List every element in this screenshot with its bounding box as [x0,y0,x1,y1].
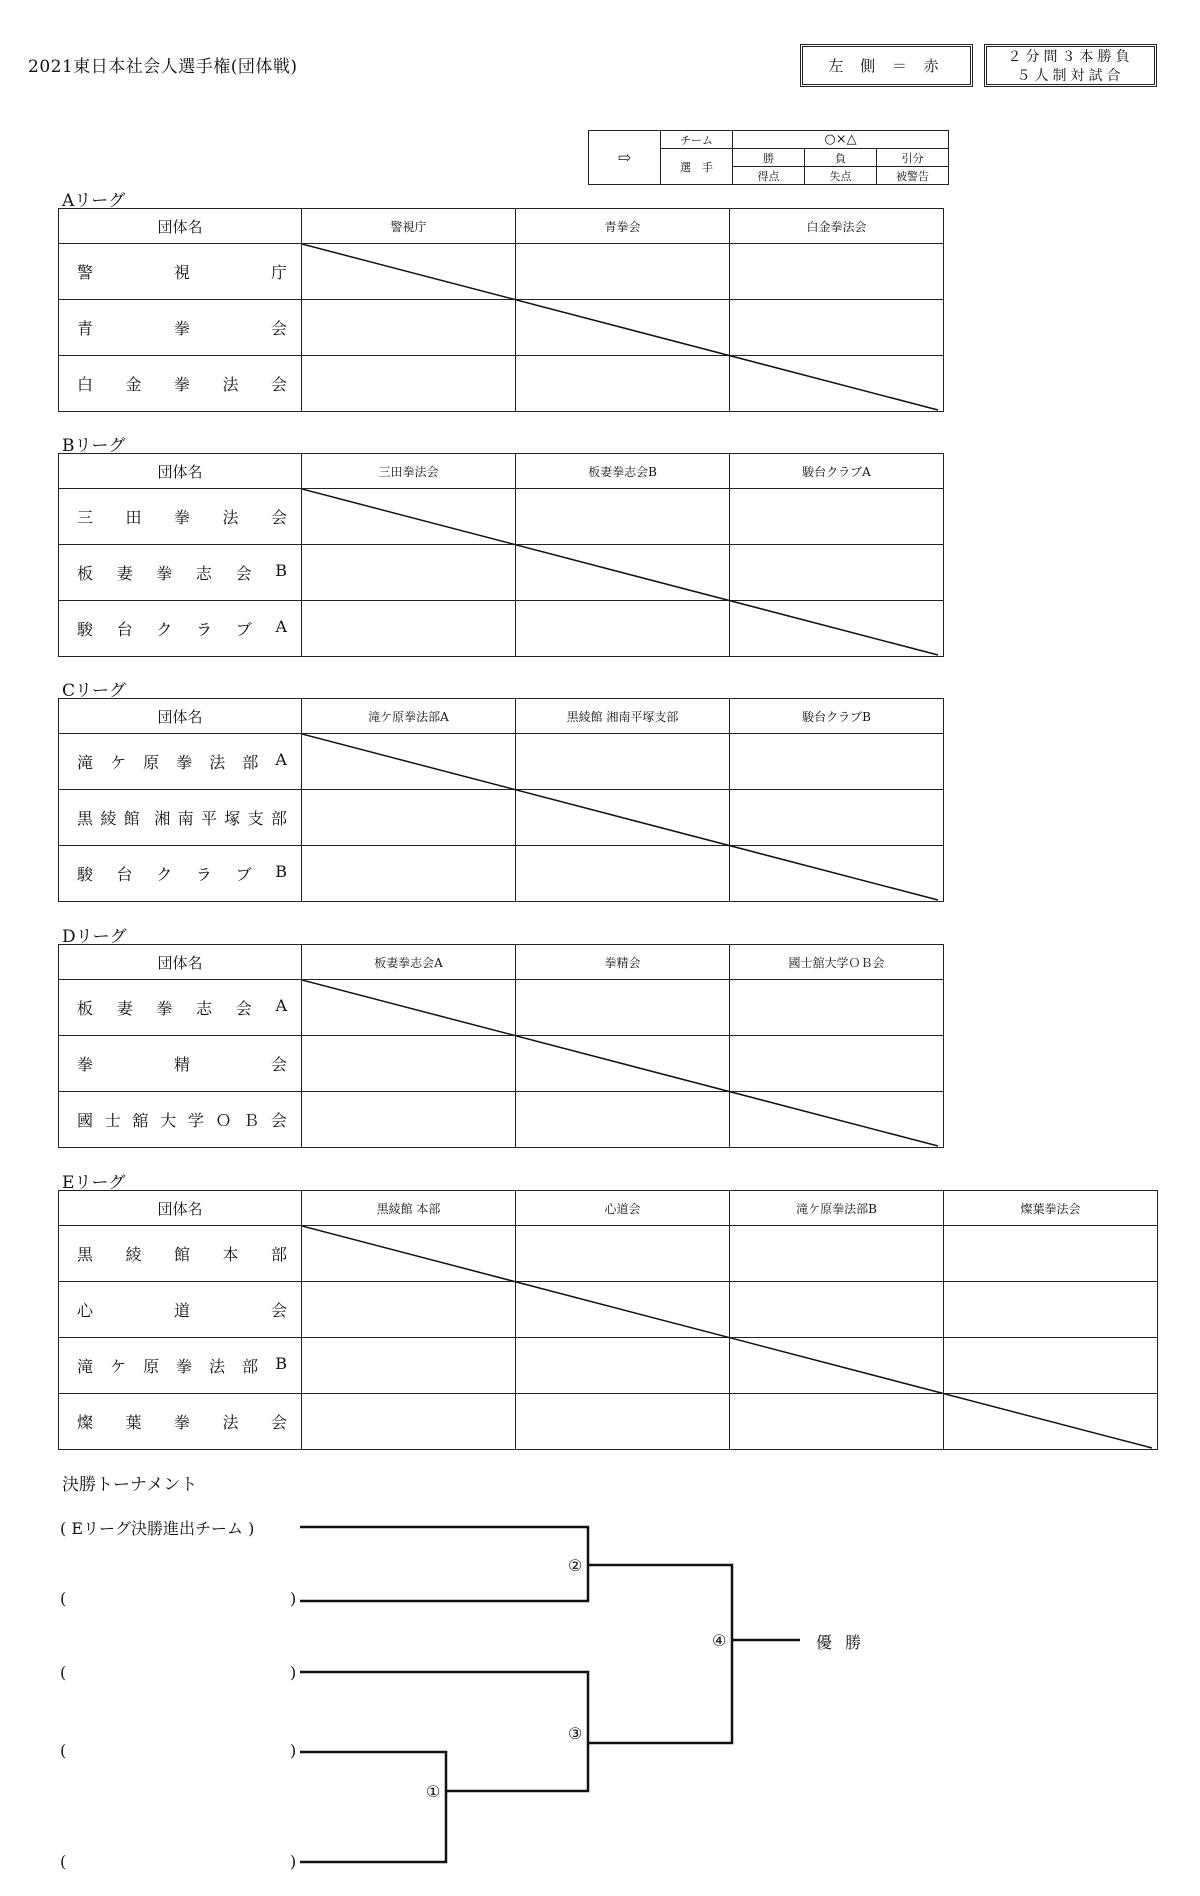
name-char: 拳 [156,564,173,583]
column-team-header: 黒綾館 湘南平塚支部 [516,699,730,734]
name-char: 会 [270,1055,287,1074]
slot1-team: Eリーグ決勝進出チーム [71,1519,244,1538]
header-team-name: 団体名 [59,945,302,980]
column-team-header: 燦葉拳法会 [944,1191,1158,1226]
name-char: 本 [222,1245,239,1264]
bracket-slot-4-open: ( [60,1741,67,1760]
name-char: 部 [242,1357,259,1376]
match-2-label: ② [568,1556,583,1575]
column-team-header: 青拳会 [516,209,730,244]
name-char: A [275,617,287,636]
legend-lose: 負 [805,149,877,167]
name-char: 会 [270,375,287,394]
column-team-header: 板妻拳志会A [302,945,516,980]
bracket-slot-3-close: ) [290,1663,297,1682]
name-char: B [275,561,287,580]
name-char: 会 [235,999,252,1018]
rule-format-line1: ２分間３本勝負 [1007,49,1134,65]
champion-label: 優 勝 [816,1633,866,1652]
name-char: 滝 [77,753,94,772]
legend-player: 選 手 [661,149,733,185]
tournament-label: 決勝トーナメント [62,1475,198,1495]
name-char: B [275,862,287,881]
name-char: 心 [77,1301,94,1320]
name-char: 会 [270,1301,287,1320]
name-char: 拳 [176,753,193,772]
name-char: Ｏ [215,1111,232,1130]
name-char: 会 [270,508,287,527]
name-char: 綾 [125,1245,142,1264]
legend-symbols: ○×△ [733,131,949,149]
legend-team: チーム [661,131,733,149]
name-char: 妻 [116,564,133,583]
header-team-name: 団体名 [59,454,302,489]
name-char: 妻 [116,999,133,1018]
rule-format-line2: ５人制対試合 [1016,68,1125,84]
match-4-label: ④ [712,1631,727,1650]
name-char: 部 [270,1245,287,1264]
arrow-icon: ⇨ [589,131,661,185]
league-label: Eリーグ [62,1173,126,1193]
name-char: A [275,750,287,769]
name-char: 会 [270,1413,287,1432]
match-3-label: ③ [568,1724,583,1743]
name-char: 会 [270,319,287,338]
column-team-header: 白金拳法会 [730,209,944,244]
name-char: ク [156,865,173,884]
paren-open: ( [60,1519,67,1538]
bracket-slot-2-open: ( [60,1589,67,1608]
name-char: ラ [195,865,212,884]
name-char: 台 [116,620,133,639]
name-char: ク [156,620,173,639]
name-char: 法 [209,1357,226,1376]
legend-score: 得点 [733,167,805,185]
name-char: 台 [116,865,133,884]
bracket-slot-4-close: ) [290,1741,297,1760]
name-char: 部 [242,753,259,772]
name-char: ブ [235,865,252,884]
name-char: 支 [247,809,264,828]
header-team-name: 団体名 [59,699,302,734]
league-label: Dリーグ [62,927,127,947]
name-char: A [275,996,287,1015]
name-char: 黒 [77,809,94,828]
league-label: Bリーグ [62,436,126,456]
name-char: 会 [270,1111,287,1130]
name-char: ケ [110,753,127,772]
name-char: ケ [110,1357,127,1376]
name-char: 塚 [224,809,241,828]
name-char: 拳 [173,508,190,527]
name-char: 舘 [132,1111,149,1130]
name-char: 滝 [77,1357,94,1376]
name-char: 志 [196,999,213,1018]
name-char: 法 [222,1413,239,1432]
name-char: 拳 [77,1055,94,1074]
name-char: 黒 [77,1245,94,1264]
name-char: 拳 [173,1413,190,1432]
name-char: 駿 [77,865,94,884]
column-team-header: 板妻拳志会B [516,454,730,489]
name-char: 國 [77,1111,94,1130]
column-team-header: 黒綾館 本部 [302,1191,516,1226]
name-char: 板 [77,564,94,583]
column-team-header: 駿台クラブA [730,454,944,489]
name-char: 拳 [173,319,190,338]
page-title: 2021東日本社会人選手権(団体戦) [28,57,298,77]
name-char: 駿 [77,620,94,639]
bracket-slot-2-close: ) [290,1589,297,1608]
name-char: 綾 [100,809,117,828]
column-team-header: 心道会 [516,1191,730,1226]
legend-draw: 引分 [877,149,949,167]
name-char: 法 [222,375,239,394]
name-char: 板 [77,999,94,1018]
name-char: 会 [235,564,252,583]
name-char: 士 [104,1111,121,1130]
name-char: 金 [125,375,142,394]
bracket-slot-5-close: ) [290,1852,297,1871]
name-char: 拳 [156,999,173,1018]
header-team-name: 団体名 [59,209,302,244]
bracket-slot-5-open: ( [60,1852,67,1871]
name-char: 原 [143,1357,160,1376]
league-label: Aリーグ [62,191,126,211]
name-char: ブ [235,620,252,639]
name-char: 精 [173,1055,190,1074]
legend-warning: 被警告 [877,167,949,185]
name-char: 館 [173,1245,190,1264]
name-char: 視 [173,263,190,282]
name-char: 館 [123,809,140,828]
name-char: B [275,1354,287,1373]
name-char: ラ [196,620,213,639]
name-char: Ｂ [243,1111,260,1130]
name-char: 葉 [125,1413,142,1432]
legend-conceded: 失点 [805,167,877,185]
league-label: Cリーグ [62,681,127,701]
column-team-header: 拳精会 [516,945,730,980]
name-char: 田 [125,508,142,527]
name-char: 燦 [77,1413,94,1432]
column-team-header: 國士舘大学ＯＢ会 [730,945,944,980]
name-char: 白 [77,375,94,394]
name-char: 法 [209,753,226,772]
name-char: 警 [77,263,94,282]
column-team-header: 駿台クラブB [730,699,944,734]
column-team-header: 滝ケ原拳法部B [730,1191,944,1226]
bracket-slot-3-open: ( [60,1663,67,1682]
name-char: 志 [195,564,212,583]
name-char: 拳 [173,375,190,394]
name-char: 学 [187,1111,204,1130]
paren-close: ) [248,1519,255,1538]
name-char: 三 [77,508,94,527]
name-char: 南 [177,809,194,828]
legend-win: 勝 [733,149,805,167]
name-char: 拳 [176,1357,193,1376]
name-char: 庁 [270,263,287,282]
match-1-label: ① [426,1782,441,1801]
name-char: 部 [270,809,287,828]
name-char: 青 [77,319,94,338]
name-char: 平 [200,809,217,828]
column-team-header: 三田拳法会 [302,454,516,489]
name-char: 湘 [154,809,171,828]
name-char: 大 [160,1111,177,1130]
header-team-name: 団体名 [59,1191,302,1226]
name-char: 原 [143,753,160,772]
column-team-header: 警視庁 [302,209,516,244]
column-team-header: 滝ケ原拳法部A [302,699,516,734]
rule-side-box: 左 側 ＝ 赤 [800,44,973,87]
name-char: 道 [173,1301,190,1320]
name-char: 法 [222,508,239,527]
